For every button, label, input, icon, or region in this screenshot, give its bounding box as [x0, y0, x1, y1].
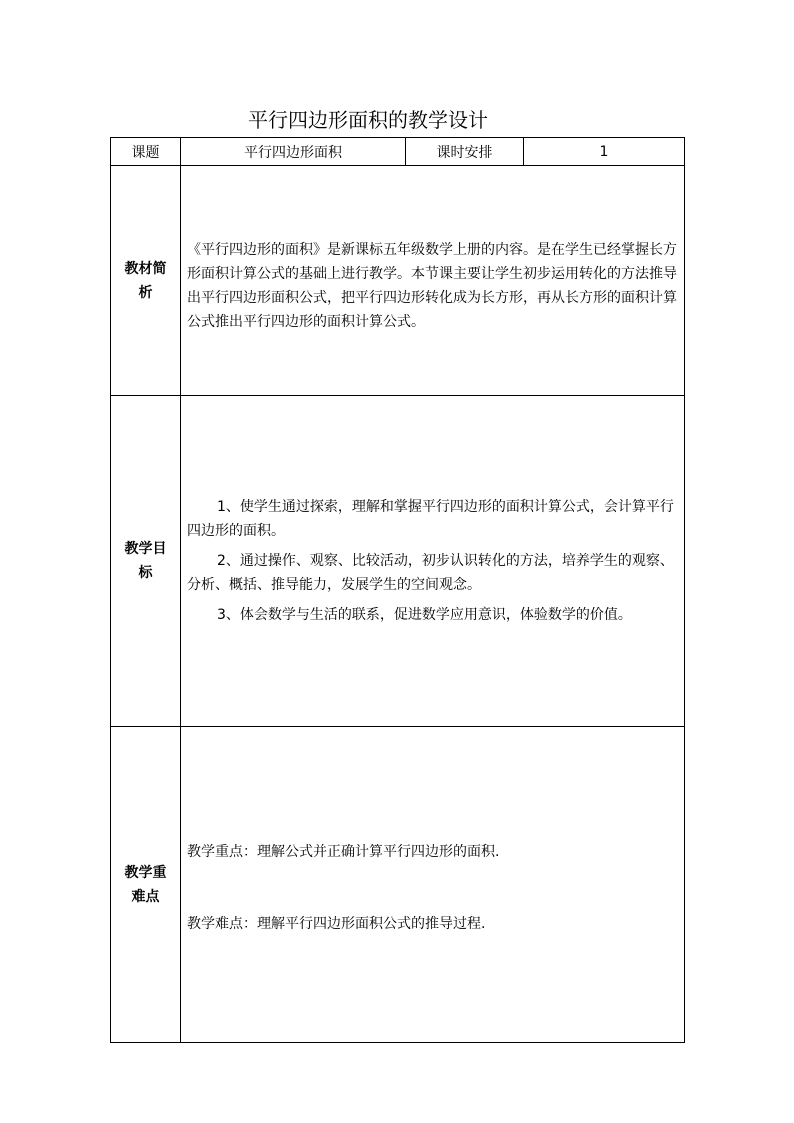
textbook-analysis-content [181, 166, 685, 396]
hours-value: 1 [524, 138, 685, 166]
key-point: 教学重点：理解公式并正确计算平行四边形的面积. [187, 843, 500, 860]
difficult-point: 教学难点：理解平行四边形面积公式的推导过程. [187, 915, 486, 932]
document-title: 平行四边形面积的教学设计 [248, 108, 488, 132]
topic-label: 课题 [111, 138, 181, 166]
goal-item-3: 3、体会数学与生活的联系，促进数学应用意识，体验数学的价值。 [217, 607, 632, 623]
key-points-row [111, 727, 685, 1043]
hours-label: 课时安排 [406, 138, 524, 166]
teaching-goals-label: 教学目 标 [111, 396, 181, 727]
textbook-analysis-label: 教材简 析 [111, 166, 181, 396]
header-row [111, 138, 685, 166]
teaching-goals-row [111, 396, 685, 727]
goal-item-1: 1、使学生通过探索，理解和掌握平行四边形的面积计算公式，会计算平行四边形的面积。 [187, 499, 674, 539]
lesson-plan-table [110, 137, 685, 1043]
teaching-goals-content [181, 396, 685, 727]
goal-item-2: 2、通过操作、观察、比较活动，初步认识转化的方法，培养学生的观察、分析、概括、推导能力，发展学生的空间观念。 [187, 553, 674, 593]
textbook-analysis-paragraph: 《平行四边形的面积》是新课标五年级数学上册的内容。是在学生已经掌握长方形面积计算公式的基础上进行教学。本节课主要让学生初步运用转化的方法推导出平行四边形面积公式，把平行四边形转化成为长方形，再从长方形的面积计算公式推出平行四边形的面积计算公式。 [187, 241, 677, 330]
topic-value: 平行四边形面积 [181, 138, 406, 166]
key-points-content [181, 727, 685, 1043]
key-points-label: 教学重 难点 [111, 727, 181, 1043]
textbook-analysis-row [111, 166, 685, 396]
